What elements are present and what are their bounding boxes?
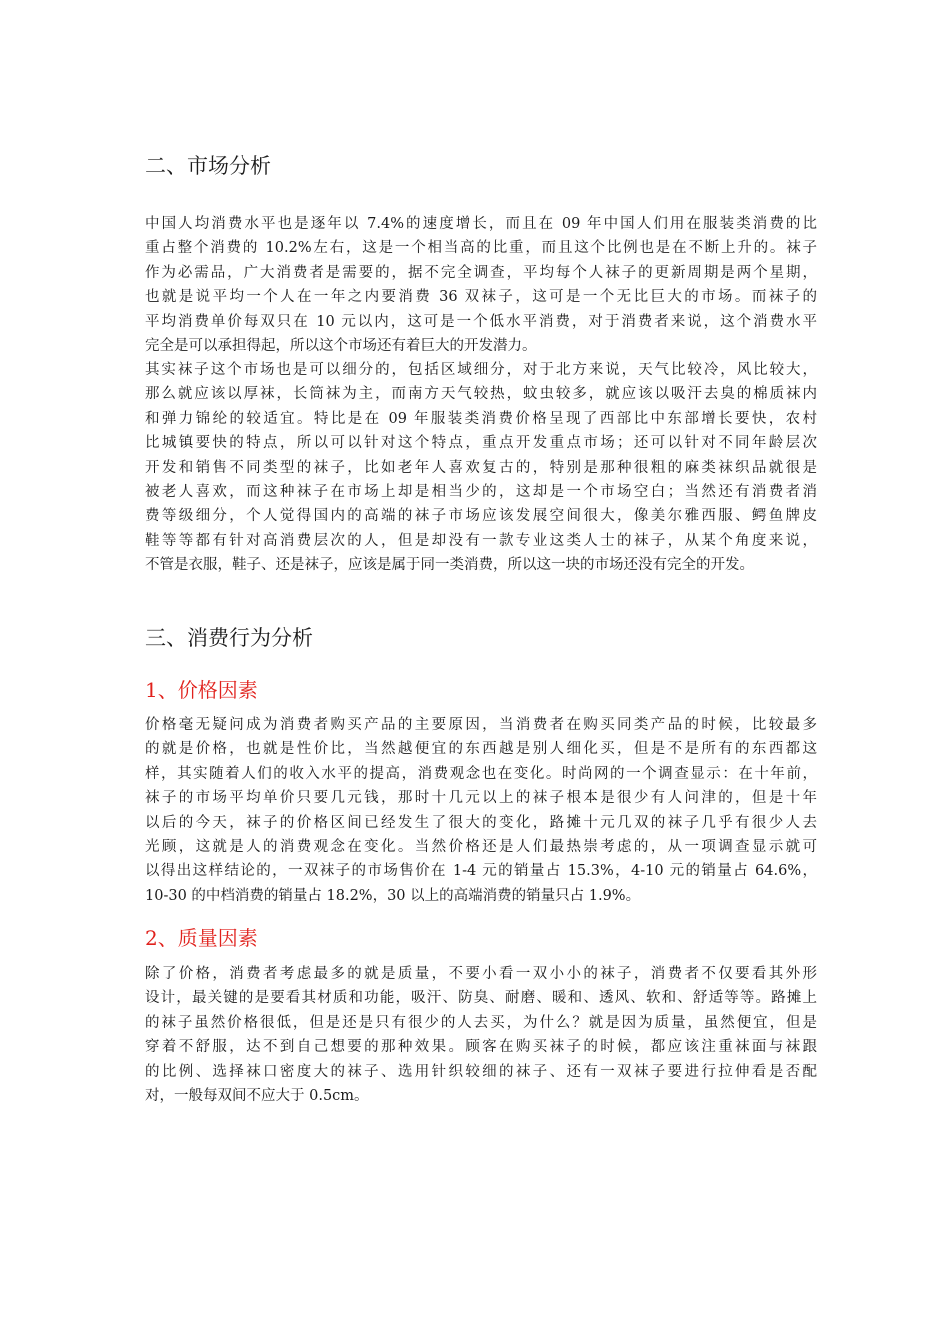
text-line: 开发和销售不同类型的袜子，比如老年人喜欢复古的，特别是那种很粗的麻类袜织品就很是 [145,459,817,476]
text-line: 以后的今天，袜子的价格区间已经发生了很大的变化，路摊十元几双的袜子几乎有很少人去 [145,814,817,831]
subsection-price-heading: 1、价格因素 [145,678,258,702]
section-2-paragraph-2 [145,358,817,578]
text-line: 光顾，这就是人的消费观念在变化。当然价格还是人们最热崇考虑的，从一项调查显示就可 [145,838,817,855]
section-2-paragraph-1 [145,212,817,358]
text-line: 样，其实随着人们的收入水平的提高，消费观念也在变化。时尚网的一个调查显示：在十年前， [145,765,817,782]
subsection-quality-heading: 2、质量因素 [145,926,258,950]
text-line: 价格毫无疑问成为消费者购买产品的主要原因，当消费者在购买同类产品的时候，比较最多 [145,717,817,733]
text-line: 的就是价格，也就是性价比，当然越便宜的东西越是别人细化买，但是不是所有的东西都这 [145,741,817,758]
text-line: 对，一般每双间不应大于 0.5cm。 [145,1087,369,1104]
text-line: 费等级细分，个人觉得国内的高端的袜子市场应该发展空间很大，像美尔雅西服、鳄鱼牌皮 [145,508,817,525]
text-line: 穿着不舒服，达不到自己想要的那种效果。顾客在购买袜子的时候，都应该注重袜面与袜跟 [145,1039,817,1056]
text-line: 设计，最关键的是要看其材质和功能，吸汗、防臭、耐磨、暖和、透风、软和、舒适等等。路摊上 [145,990,817,1007]
subsection-price-paragraph [145,713,817,908]
text-line: 以得出这样结论的，一双袜子的市场售价在 1-4 元的销量占 15.3%，4-10 元的销量占 64.6%， [145,863,817,880]
text-line: 不管是衣服，鞋子、还是袜子，应该是属于同一类消费，所以这一块的市场还没有完全的开发。 [145,557,754,574]
text-line: 和弹力锦纶的较适宜。特比是在 09 年服装类消费价格呈现了西部比中东部增长要快，农村 [145,410,817,427]
text-line: 重占整个消费的 10.2%左右，这是一个相当高的比重，而且这个比例也是在不断上升的。袜子 [145,240,817,257]
text-line: 被老人喜欢，而这种袜子在市场上却是相当少的，这却是一个市场空白；当然还有消费者消 [145,483,817,500]
text-line: 比城镇要快的特点，所以可以针对这个特点，重点开发重点市场；还可以针对不同年龄层次 [145,435,817,452]
text-line: 平均消费单价每双只在 10 元以内，这可是一个低水平消费，对于消费者来说，这个消费水平 [145,313,817,330]
text-line: 作为必需品，广大消费者是需要的，据不完全调查，平均每个人袜子的更新周期是两个星期， [145,264,817,281]
text-line: 中国人均消费水平也是逐年以 7.4%的速度增长，而且在 09 年中国人们用在服装类消费的比 [145,216,817,232]
text-line: 其实袜子这个市场也是可以细分的，包括区域细分，对于北方来说，天气比较冷，风比较大， [145,362,817,378]
text-line: 的比例、选择袜口密度大的袜子、选用针织较细的袜子、还有一双袜子要进行拉伸看是否配 [145,1063,817,1080]
text-line: 除了价格，消费者考虑最多的就是质量，不要小看一双小小的袜子，消费者不仅要看其外形 [145,966,817,982]
text-line: 也就是说平均一个人在一年之内要消费 36 双袜子，这可是一个无比巨大的市场。而袜子的 [145,289,817,306]
text-line: 袜子的市场平均单价只要几元钱，那时十几元以上的袜子根本是很少有人问津的，但是十年 [145,790,817,807]
text-line: 完全是可以承担得起，所以这个市场还有着巨大的开发潜力。 [145,337,537,354]
text-line: 10-30 的中档消费的销量占 18.2%，30 以上的高端消费的销量只占 1.9%。 [145,887,641,904]
text-line: 的袜子虽然价格很低，但是还是只有很少的人去买，为什么？就是因为质量，虽然便宜，但是 [145,1014,817,1031]
subsection-quality-paragraph [145,962,817,1108]
text-line: 鞋等等都有针对高消费层次的人，但是却没有一款专业这类人士的袜子，从某个角度来说， [145,532,817,549]
section-3-heading: 三、消费行为分析 [145,626,313,650]
section-2-heading: 二、市场分析 [145,154,271,178]
text-line: 那么就应该以厚袜，长筒袜为主，而南方天气较热，蚊虫较多，就应该以吸汗去臭的棉质袜内 [145,386,817,403]
